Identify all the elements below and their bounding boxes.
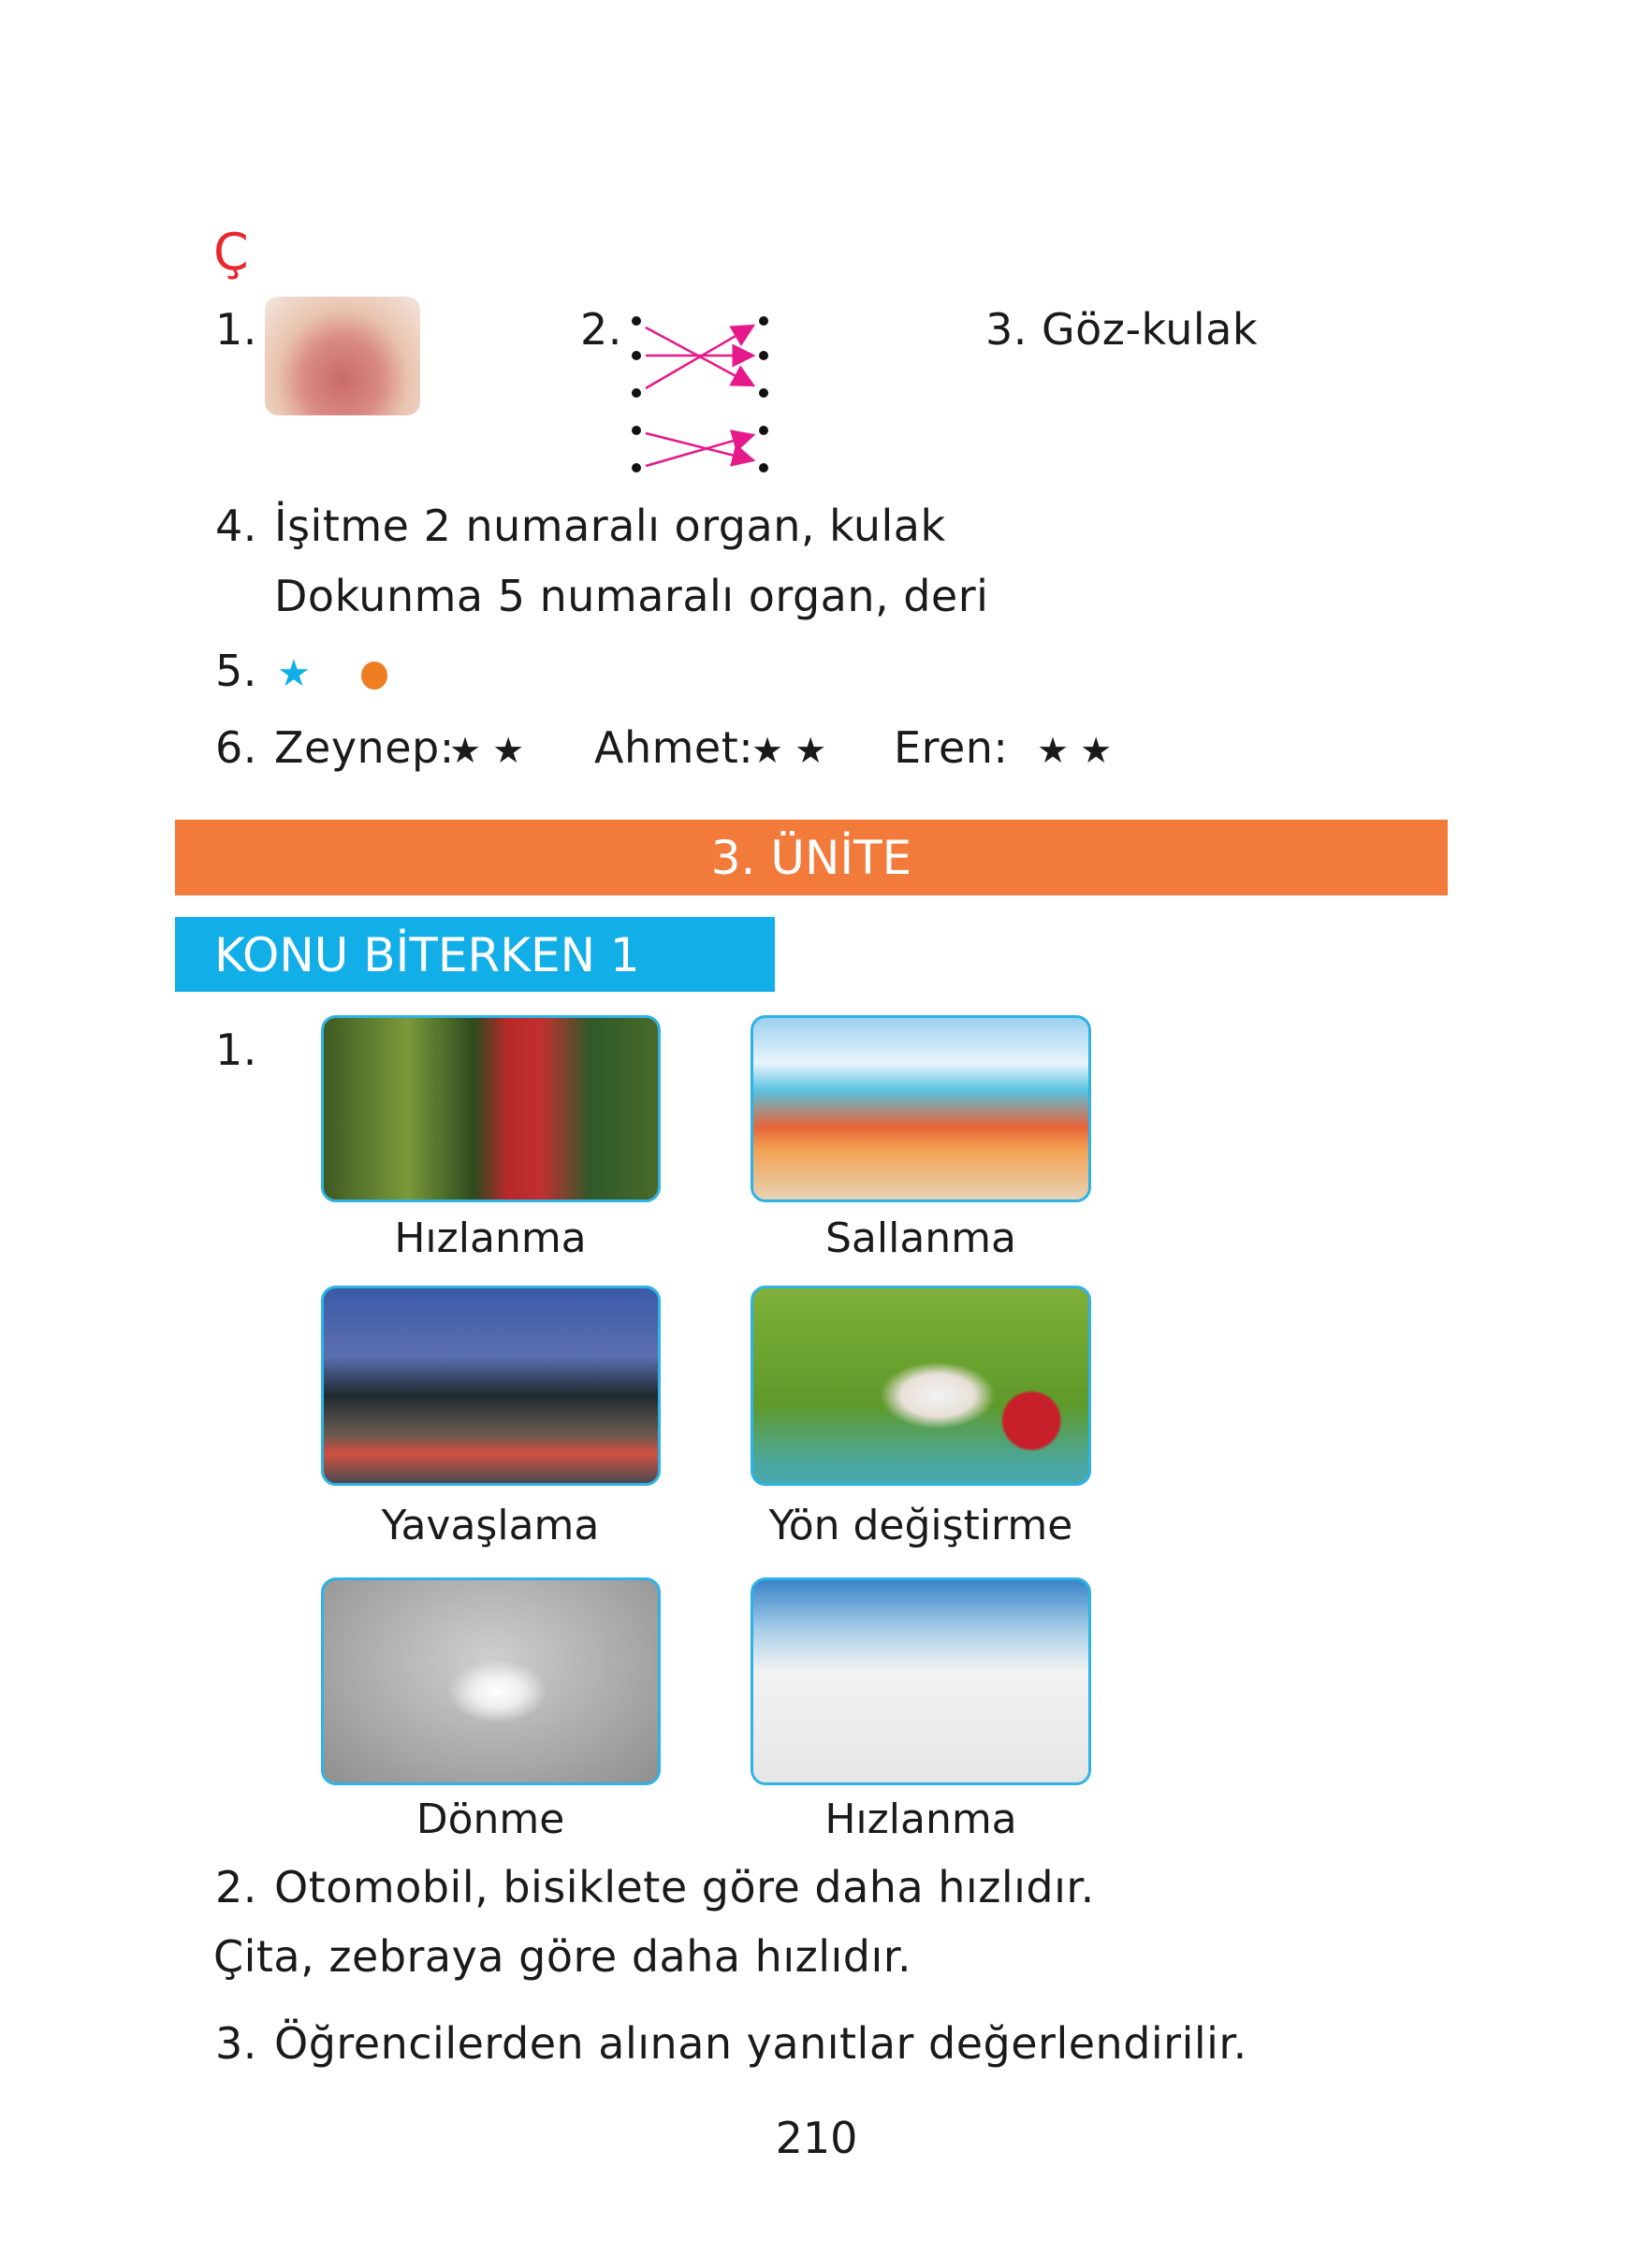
unit-title: 3. ÜNİTE [710,831,912,885]
eren-stars-icon: ★ ★ [1037,730,1113,771]
part2-line2: Çita, zebraya göre daha hızlıdır. [213,1931,912,1982]
q6-name-zeynep: Zeynep: [274,722,455,773]
caption-1: Hızlanma [394,1214,587,1262]
orange-dot-icon [361,662,387,690]
part1-number: 1. [215,1025,257,1075]
tongue-image [265,297,420,415]
caption-2: Sallanma [824,1214,1016,1262]
arrow [646,435,753,466]
table-tennis-photo [751,1286,1091,1486]
part2-line1: Otomobil, bisiklete göre daha hızlıdır. [274,1862,1095,1912]
slide-photo [321,1015,661,1202]
part3-text: Öğrencilerden alınan yanıtlar değerlendirilir. [274,2018,1247,2069]
snow-sled-photo [751,1577,1091,1785]
ballerina-photo [321,1577,661,1785]
street-traffic-photo [321,1286,661,1486]
unit-banner [175,820,1448,895]
q4-line2: Dokunma 5 numaralı organ, deri [274,571,989,621]
q3-number: 3. [985,304,1028,355]
arrow [646,433,753,460]
q4-number: 4. [215,501,257,551]
q6-name-ahmet: Ahmet: [594,722,754,773]
section-title: KONU BİTERKEN 1 [214,928,640,982]
matching-arrows-diagram [622,309,781,482]
caption-5: Dönme [416,1796,565,1843]
zeynep-stars-icon: ★ ★ [449,730,525,771]
q2-number: 2. [580,304,622,355]
section-banner [175,917,775,992]
q5-number: 5. [215,646,257,696]
ahmet-stars-icon: ★ ★ [751,730,827,771]
part2-number: 2. [215,1862,257,1912]
q3-answer [985,304,1258,355]
section-letter: Ç [213,223,249,282]
q4-line1: İşitme 2 numaralı organ, kulak [274,501,946,551]
q3-text: Göz-kulak [1042,304,1259,355]
dot [632,316,641,326]
part3-number: 3. [215,2018,257,2069]
caption-4: Yön değiştirme [768,1502,1073,1549]
caption-6: Hızlanma [824,1796,1017,1843]
q6-number: 6. [215,722,257,773]
blue-star-icon: ★ [277,652,311,695]
hammock-photo [751,1015,1091,1202]
q1-number: 1. [215,304,257,355]
caption-3: Yavaşlama [381,1502,600,1549]
q6-name-eren: Eren: [894,722,1009,773]
page-number: 210 [775,2113,858,2163]
